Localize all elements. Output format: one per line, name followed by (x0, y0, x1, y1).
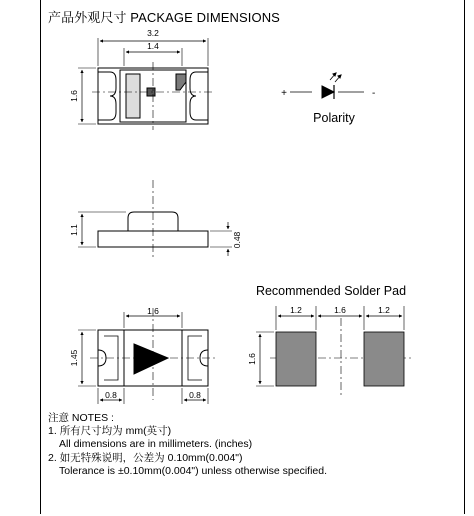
solder-pad-height-dim: 1.6 (247, 353, 257, 365)
note-2-number: 2. (48, 451, 57, 464)
polarity-plus: + (281, 88, 287, 99)
solder-pad-right-dim: 1.2 (378, 305, 390, 315)
note-item-2 (48, 452, 327, 465)
note-item-1 (48, 425, 327, 438)
side-view-base-dim: 0.48 (232, 231, 242, 249)
diode-symbol (322, 86, 334, 98)
bottom-view-left-pad-dim: 0.8 (105, 390, 117, 400)
bottom-view-top-dim: 1.6 (147, 306, 159, 316)
solder-pad-title: Recommended Solder Pad (255, 284, 407, 298)
bottom-view-height-dim: 1.45 (69, 349, 79, 367)
side-view (78, 180, 232, 258)
note-2-english: Tolerance is ±0.10mm(0.004") unless otherwise specified. (59, 464, 328, 477)
polarity-label: Polarity (313, 111, 355, 125)
note-1-english: All dimensions are in millimeters. (inches) (59, 438, 253, 451)
solder-pad-drawing (256, 306, 412, 398)
polarity-minus: - (372, 88, 376, 99)
notes-heading: 注意 NOTES : (48, 412, 114, 424)
bottom-view-right-pad-dim: 0.8 (189, 390, 201, 400)
polarity-symbol (290, 73, 364, 99)
page-title: 产品外观尺寸 PACKAGE DIMENSIONS (48, 10, 280, 25)
solder-pad-gap-dim: 1.6 (334, 305, 346, 315)
note-1-number: 1. (48, 425, 57, 438)
side-view-height-dim: 1.1 (69, 224, 79, 236)
top-view (78, 38, 214, 130)
notes-section (48, 412, 327, 478)
note-1-chinese: 所有尺寸均为 mm(英寸) (59, 425, 172, 438)
note-2-chinese: 如无特殊说明，公差为 0.10mm(0.004") (59, 451, 243, 464)
solder-pad-right (364, 332, 404, 386)
top-view-inner-dim: 1.4 (147, 41, 159, 51)
bottom-polarity-triangle (134, 344, 168, 374)
top-view-width-dim: 3.2 (147, 28, 159, 38)
top-view-height-dim: 1.6 (69, 90, 79, 102)
solder-pad-left-dim: 1.2 (290, 305, 302, 315)
solder-pad-left (276, 332, 316, 386)
